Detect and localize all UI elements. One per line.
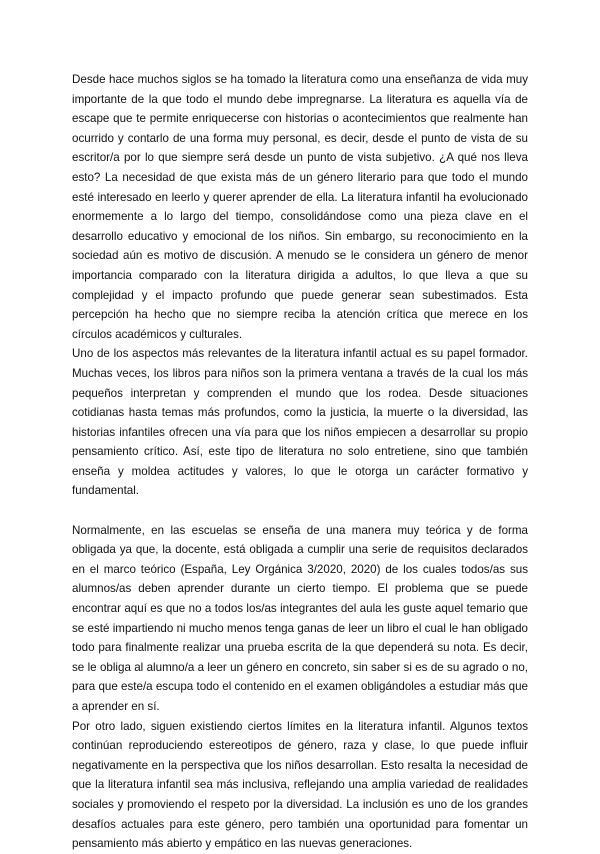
paragraph-spacer [72, 501, 528, 521]
paragraph-formative-role: Uno de los aspectos más relevantes de la literatura infantil actual es su papel formador. Muchas veces, los libros para niños son la primera ventana a través de la cual los más pequeños interpretan y comprenden el mundo que los rodea. Desde situaciones cotidianas hasta temas más profundos, como la justicia, la muerte o la diversidad, las historias infantiles ofrecen una vía para que los niños empiecen a desarrollar su propio pensamiento crítico. Así, este tipo de literatura no solo entretiene, sino que también enseña y moldea actitudes y valores, lo que le otorga un carácter formativo y fundamental. [72, 347, 528, 498]
paragraph-limits: Por otro lado, siguen existiendo ciertos límites en la literatura infantil. Algunos textos continúan reproduciendo estereotipos de género, raza y clase, lo que puede influir negativamente en la perspectiva que los niños desarrollan. Esto resalta la necesidad de que la literatura infantil sea más inclusiva, reflejando una amplia variedad de realidades sociales y promoviendo el respeto por la diversidad. La inclusión es uno de los grandes desafíos actuales para este género, pero también una oportunidad para fomentar un pensamiento más abierto y empático en las nuevas generaciones. [72, 719, 528, 851]
paragraph-school-teaching: Normalmente, en las escuelas se enseña de una manera muy teórica y de forma obligada ya que, la docente, está obligada a cumplir una serie de requisitos declarados en el marco teórico (España, Ley Orgánica 3/2020, 2020) de los cuales todos/as sus alumnos/as deben aprender durante un cierto tiempo. El problema que se puede encontrar aquí es que no a todos los/as integrantes del aula les guste aquel temario que se esté impartiendo ni mucho menos tenga ganas de leer un libro el cual le han obligado todo para finalmente realizar una prueba escrita de la que dependerá su nota. Es decir, se le obliga al alumno/a a leer un género en concreto, sin saber si es de su agrado o no, para que este/a escupa todo el contenido en el examen obligándoles a estudiar más que a aprender en sí. [72, 523, 528, 713]
document-body [72, 70, 528, 854]
paragraph-intro: Desde hace muchos siglos se ha tomado la literatura como una enseñanza de vida muy importante de la que todo el mundo debe impregnarse. La literatura es aquella vía de escape que te permite enriquecerse con historias o acontecimientos que realmente han ocurrido y contarlo de una forma muy personal, es decir, desde el punto de vista de su escritor/a por lo que siempre será desde un punto de vista subjetivo. ¿A qué nos lleva esto? La necesidad de que exista más de un género literario para que todo el mundo esté interesado en leerlo y querer aprender de ella. La literatura infantil ha evolucionado enormemente a lo largo del tiempo, consolidándose como una pieza clave en el desarrollo educativo y emocional de los niños. Sin embargo, su reconocimiento en la sociedad aún es motivo de discusión. A menudo se le considera un género de menor importancia comparado con la literatura dirigida a adultos, lo que lleva a que su complejidad y el impacto profundo que puede generar sean subestimados. Esta percepción ha hecho que no siempre reciba la atención crítica que merece en los círculos académicos y culturales. [72, 73, 528, 341]
